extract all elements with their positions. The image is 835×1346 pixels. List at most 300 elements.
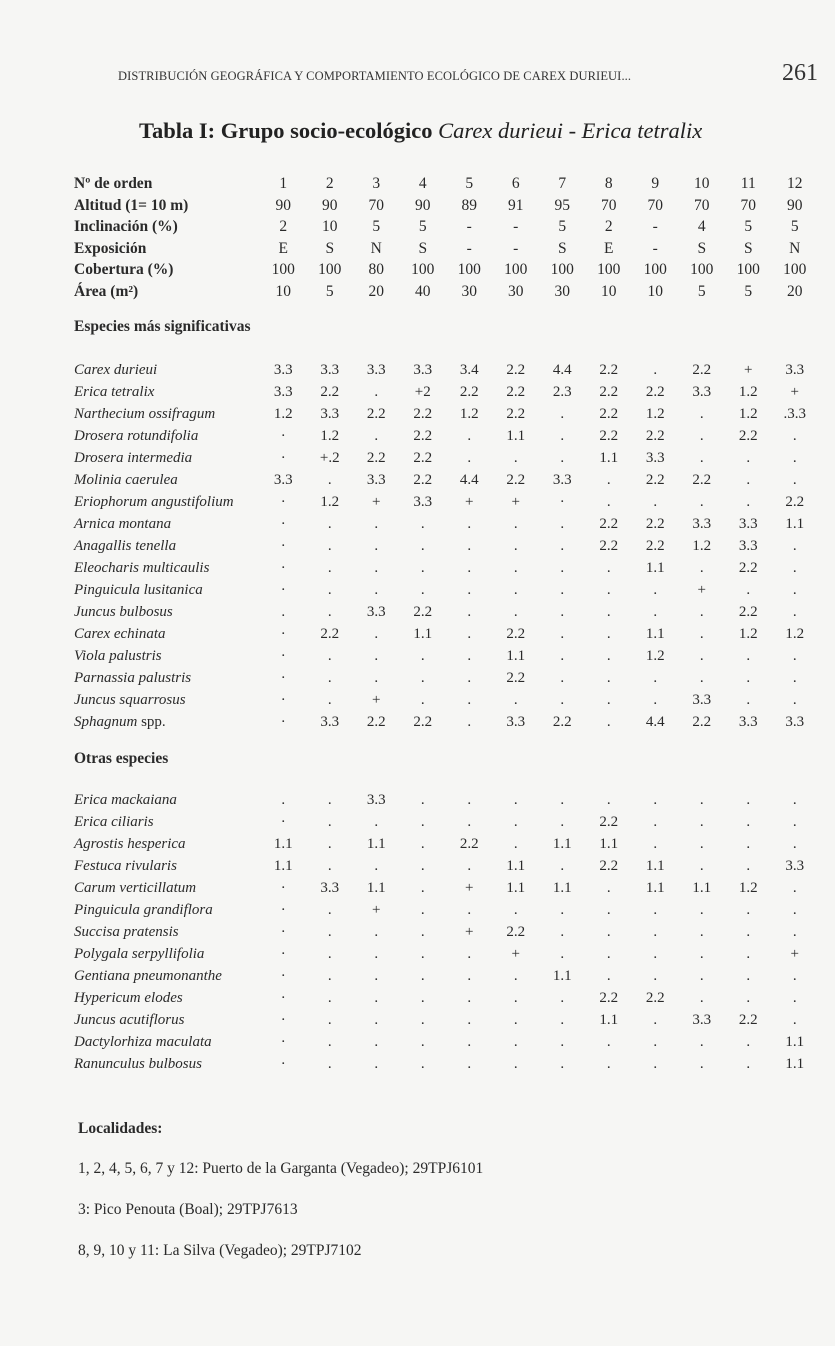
cell-col-5: . <box>467 1056 472 1072</box>
cell-col-4: 4 <box>418 175 427 192</box>
cell-col-11: . <box>746 472 751 488</box>
cell-col-6: 1.1 <box>506 648 526 664</box>
species-name <box>74 858 260 875</box>
cell-col-6: . <box>513 582 518 598</box>
cell-col-2: . <box>327 1056 332 1072</box>
cell-col-2: 2.2 <box>320 384 340 400</box>
cell-col-2: 1.2 <box>320 428 340 444</box>
cell-col-6: 2.2 <box>506 384 526 400</box>
cell-col-6: 2.2 <box>506 924 526 940</box>
cell-col-8: . <box>606 714 611 730</box>
cell-col-11: . <box>746 494 751 510</box>
cell-col-12: 20 <box>787 282 803 300</box>
cell-col-7: 1.1 <box>552 968 572 984</box>
cell-col-11: 5 <box>744 282 753 300</box>
cell-col-2: . <box>327 946 332 962</box>
cell-col-12: 1.2 <box>785 626 805 642</box>
species-row <box>74 990 824 1012</box>
cell-col-11: . <box>746 670 751 686</box>
cell-col-5: 30 <box>461 282 477 300</box>
cell-col-3: N <box>370 239 382 257</box>
cell-col-5: . <box>467 648 472 664</box>
cell-col-6: . <box>513 902 518 918</box>
cell-col-8: 100 <box>597 261 621 278</box>
cell-col-9: . <box>653 1056 658 1072</box>
running-head <box>118 60 818 87</box>
label-text: Gentiana pneumonanthe <box>74 968 222 984</box>
row-label <box>74 283 260 301</box>
cell-col-10: . <box>699 428 704 444</box>
cell-col-11: . <box>746 450 751 466</box>
cell-col-9: . <box>653 494 658 510</box>
cell-col-5: . <box>467 714 472 730</box>
cell-col-10: + <box>697 582 706 598</box>
cell-col-9: . <box>653 1034 658 1050</box>
label-text: Sphagnum <box>74 714 138 730</box>
cell-col-8: . <box>606 582 611 598</box>
cell-col-7: 4.4 <box>552 362 572 378</box>
cell-col-12: . <box>792 670 797 686</box>
cell-col-3: 70 <box>368 196 384 214</box>
cell-col-1: 1.2 <box>273 406 293 422</box>
label-text: Eleocharis multicaulis <box>74 560 210 576</box>
cell-col-1: 1.1 <box>273 836 293 852</box>
label-text: Drosera rotundifolia <box>74 428 199 444</box>
cell-col-1: 90 <box>275 196 291 214</box>
locality-line: 3: Pico Penouta (Boal); 29TPJ7613 <box>78 1201 298 1218</box>
cell-col-5: 4.4 <box>459 472 479 488</box>
cell-col-10: 70 <box>694 196 710 214</box>
cell-col-11: . <box>746 1034 751 1050</box>
cell-col-2: . <box>327 582 332 598</box>
other-species-title: Otras especies <box>74 750 169 767</box>
cell-col-6: . <box>513 990 518 1006</box>
cell-col-12: 12 <box>787 175 803 192</box>
cell-col-8: . <box>606 792 611 808</box>
species-name <box>74 560 260 577</box>
cell-col-2: 2.2 <box>320 626 340 642</box>
species-name <box>74 428 260 445</box>
cell-col-3: . <box>374 516 379 532</box>
cell-col-2: . <box>327 538 332 554</box>
cell-col-5: . <box>467 604 472 620</box>
cell-col-12: . <box>792 968 797 984</box>
species-name <box>74 924 260 941</box>
cell-col-6: 30 <box>508 282 524 300</box>
row-label <box>74 261 260 279</box>
species-row <box>74 516 824 538</box>
species-name <box>74 902 260 919</box>
cell-col-1: . <box>281 792 286 808</box>
cell-col-3: . <box>374 924 379 940</box>
cell-col-12: . <box>792 428 797 444</box>
cell-col-7: 2.2 <box>552 714 572 730</box>
cell-col-2: 3.3 <box>320 406 340 422</box>
cell-col-5: . <box>467 538 472 554</box>
cell-col-11: . <box>746 858 751 874</box>
cell-col-1: 3.3 <box>273 472 293 488</box>
cell-col-6: 2.2 <box>506 472 526 488</box>
cell-col-4: . <box>420 516 425 532</box>
localities-title: Localidades: <box>78 1120 163 1137</box>
cell-col-6: . <box>513 538 518 554</box>
cell-col-1: E <box>278 239 288 257</box>
cell-col-9: 1.1 <box>645 560 665 576</box>
cell-col-8: . <box>606 880 611 896</box>
cell-col-12: N <box>789 239 801 257</box>
species-name <box>74 836 260 853</box>
cell-col-3: + <box>372 902 381 918</box>
cell-col-7: · <box>559 494 565 510</box>
cell-col-7: . <box>560 670 565 686</box>
cell-col-4: . <box>420 560 425 576</box>
cell-col-11: + <box>744 362 753 378</box>
cell-col-5: - <box>466 239 472 257</box>
cell-col-4: 2.2 <box>413 604 433 620</box>
cell-col-2: . <box>327 792 332 808</box>
label-suffix: spp. <box>137 714 166 730</box>
label-text: Cobertura (%) <box>74 261 174 278</box>
cell-col-12: 90 <box>787 196 803 214</box>
species-name <box>74 1012 260 1029</box>
cell-col-2: 1.2 <box>320 494 340 510</box>
cell-col-2: . <box>327 1012 332 1028</box>
cell-col-1: · <box>280 494 286 510</box>
header-row <box>74 175 824 197</box>
cell-col-3: . <box>374 582 379 598</box>
cell-col-7: . <box>560 692 565 708</box>
cell-col-3: 2.2 <box>366 406 386 422</box>
cell-col-8: 8 <box>604 175 613 192</box>
cell-col-5: + <box>465 924 474 940</box>
cell-col-9: . <box>653 692 658 708</box>
cell-col-4: 100 <box>411 261 435 278</box>
species-name <box>74 1034 260 1051</box>
cell-col-3: 5 <box>372 218 381 235</box>
cell-col-12: 1.1 <box>785 516 805 532</box>
cell-col-4: . <box>420 792 425 808</box>
other-species-rows <box>74 792 824 1078</box>
cell-col-4: . <box>420 648 425 664</box>
header-row <box>74 283 824 305</box>
cell-col-10: 2.2 <box>692 362 712 378</box>
cell-col-10: 1.2 <box>692 538 712 554</box>
cell-col-5: 100 <box>457 261 481 278</box>
cell-col-8: . <box>606 472 611 488</box>
cell-col-4: . <box>420 990 425 1006</box>
cell-col-7: . <box>560 814 565 830</box>
cell-col-10: 100 <box>690 261 714 278</box>
cell-col-11: . <box>746 836 751 852</box>
species-name <box>74 880 260 897</box>
cell-col-4: . <box>420 814 425 830</box>
cell-col-12: . <box>792 560 797 576</box>
cell-col-2: . <box>327 604 332 620</box>
cell-col-1: · <box>280 428 286 444</box>
cell-col-10: . <box>699 968 704 984</box>
cell-col-3: 2.2 <box>366 714 386 730</box>
cell-col-5: . <box>467 450 472 466</box>
cell-col-7: . <box>560 792 565 808</box>
cell-col-1: · <box>280 538 286 554</box>
cell-col-6: 3.3 <box>506 714 526 730</box>
cell-col-3: 1.1 <box>366 880 386 896</box>
cell-col-8: 1.1 <box>599 450 619 466</box>
cell-col-7: 1.1 <box>552 880 572 896</box>
cell-col-6: . <box>513 560 518 576</box>
cell-col-2: . <box>327 924 332 940</box>
cell-col-7: 2.3 <box>552 384 572 400</box>
cell-col-11: . <box>746 692 751 708</box>
cell-col-12: . <box>792 648 797 664</box>
species-row <box>74 1012 824 1034</box>
cell-col-12: . <box>792 990 797 1006</box>
cell-col-1: 1 <box>279 175 288 192</box>
cell-col-12: . <box>792 792 797 808</box>
cell-col-4: 3.3 <box>413 362 433 378</box>
cell-col-9: - <box>652 218 658 235</box>
species-row <box>74 814 824 836</box>
cell-col-2: . <box>327 1034 332 1050</box>
cell-col-6: . <box>513 1056 518 1072</box>
cell-col-8: . <box>606 648 611 664</box>
cell-col-11: S <box>743 239 753 257</box>
cell-col-8: 2.2 <box>599 990 619 1006</box>
cell-col-10: 3.3 <box>692 516 712 532</box>
cell-col-3: . <box>374 814 379 830</box>
cell-col-2: . <box>327 858 332 874</box>
cell-col-3: . <box>374 1012 379 1028</box>
species-row <box>74 836 824 858</box>
cell-col-8: . <box>606 670 611 686</box>
cell-col-2: . <box>327 814 332 830</box>
cell-col-10: 4 <box>697 218 706 235</box>
localities <box>78 1120 483 1283</box>
cell-col-7: . <box>560 406 565 422</box>
releve-table <box>74 175 824 1078</box>
species-name <box>74 670 260 687</box>
cell-col-3: . <box>374 1056 379 1072</box>
species-name <box>74 814 260 831</box>
cell-col-10: . <box>699 1056 704 1072</box>
label-text: Pinguicula lusitanica <box>74 582 203 598</box>
species-name <box>74 626 260 643</box>
cell-col-11: . <box>746 902 751 918</box>
species-row <box>74 406 824 428</box>
cell-col-4: . <box>420 858 425 874</box>
cell-col-4: 2.2 <box>413 714 433 730</box>
cell-col-12: . <box>792 450 797 466</box>
species-name <box>74 968 260 985</box>
cell-col-1: . <box>281 604 286 620</box>
cell-col-1: · <box>280 924 286 940</box>
cell-col-2: . <box>327 516 332 532</box>
cell-col-11: . <box>746 924 751 940</box>
cell-col-6: . <box>513 516 518 532</box>
cell-col-10: 3.3 <box>692 384 712 400</box>
cell-col-4: 2.2 <box>413 406 433 422</box>
species-row <box>74 902 824 924</box>
running-title: DISTRIBUCIÓN GEOGRÁFICA Y COMPORTAMIENTO ECOLÓGICO DE CAREX DURIEUI... <box>118 69 632 83</box>
cell-col-8: E <box>604 239 614 257</box>
species-row <box>74 692 824 714</box>
cell-col-9: 1.1 <box>645 858 665 874</box>
species-name <box>74 362 260 379</box>
cell-col-1: · <box>280 880 286 896</box>
cell-col-12: . <box>792 604 797 620</box>
cell-col-3: 20 <box>368 282 384 300</box>
cell-col-12: . <box>792 582 797 598</box>
cell-col-12: + <box>790 384 799 400</box>
cell-col-3: . <box>374 670 379 686</box>
cell-col-1: · <box>280 450 286 466</box>
label-text: Arnica montana <box>74 516 172 532</box>
cell-col-12: .3.3 <box>783 406 806 422</box>
species-row <box>74 428 824 450</box>
cell-col-9: 4.4 <box>645 714 665 730</box>
cell-col-5: . <box>467 692 472 708</box>
species-name <box>74 604 260 621</box>
label-text: Anagallis tenella <box>74 538 177 554</box>
species-row <box>74 792 824 814</box>
cell-col-1: · <box>280 626 286 642</box>
cell-col-10: . <box>699 836 704 852</box>
species-row <box>74 560 824 582</box>
species-name <box>74 384 260 401</box>
cell-col-5: . <box>467 968 472 984</box>
cell-col-8: 2 <box>604 218 613 235</box>
cell-col-9: . <box>653 582 658 598</box>
cell-col-6: + <box>511 494 520 510</box>
cell-col-6: - <box>513 218 519 235</box>
header-row <box>74 261 824 283</box>
cell-col-9: 2.2 <box>645 990 665 1006</box>
cell-col-6: . <box>513 692 518 708</box>
cell-col-1: · <box>280 1034 286 1050</box>
cell-col-6: 2.2 <box>506 670 526 686</box>
cell-col-1: · <box>280 814 286 830</box>
cell-col-7: . <box>560 1056 565 1072</box>
species-row <box>74 582 824 604</box>
cell-col-1: · <box>280 1056 286 1072</box>
cell-col-9: 9 <box>651 175 660 192</box>
label-text: Erica mackaiana <box>74 792 177 808</box>
cell-col-7: . <box>560 990 565 1006</box>
cell-col-1: · <box>280 670 286 686</box>
cell-col-10: . <box>699 858 704 874</box>
cell-col-11: 1.2 <box>738 626 758 642</box>
cell-col-10: . <box>699 814 704 830</box>
cell-col-7: . <box>560 648 565 664</box>
cell-col-8: . <box>606 626 611 642</box>
cell-col-10: . <box>699 450 704 466</box>
label-text: Polygala serpyllifolia <box>74 946 205 962</box>
cell-col-3: . <box>374 946 379 962</box>
cell-col-10: . <box>699 604 704 620</box>
cell-col-10: . <box>699 1034 704 1050</box>
label-text: Inclinación (%) <box>74 218 178 235</box>
cell-col-1: 3.3 <box>273 384 293 400</box>
cell-col-11: . <box>746 1056 751 1072</box>
cell-col-8: 2.2 <box>599 538 619 554</box>
cell-col-7: . <box>560 582 565 598</box>
cell-col-7: 1.1 <box>552 836 572 852</box>
cell-col-12: . <box>792 902 797 918</box>
cell-col-7: . <box>560 604 565 620</box>
cell-col-1: 2 <box>279 218 288 235</box>
cell-col-10: . <box>699 946 704 962</box>
cell-col-6: . <box>513 792 518 808</box>
label-text: Viola palustris <box>74 648 162 664</box>
species-row <box>74 362 824 384</box>
cell-col-8: 1.1 <box>599 836 619 852</box>
cell-col-10: . <box>699 990 704 1006</box>
cell-col-5: . <box>467 670 472 686</box>
cell-col-12: . <box>792 692 797 708</box>
cell-col-7: 7 <box>558 175 567 192</box>
cell-col-5: . <box>467 560 472 576</box>
label-text: Área (m²) <box>74 282 139 300</box>
cell-col-9: . <box>653 946 658 962</box>
cell-col-12: 5 <box>790 218 799 235</box>
species-name <box>74 1056 260 1073</box>
cell-col-10: . <box>699 902 704 918</box>
cell-col-9: 1.1 <box>645 626 665 642</box>
cell-col-1: 100 <box>271 261 295 278</box>
species-name <box>74 406 260 423</box>
cell-col-7: . <box>560 560 565 576</box>
cell-col-2: 3.3 <box>320 362 340 378</box>
cell-col-10: 3.3 <box>692 1012 712 1028</box>
cell-col-9: 3.3 <box>645 450 665 466</box>
cell-col-12: 2.2 <box>785 494 805 510</box>
label-text: Eriophorum angustifolium <box>74 494 234 510</box>
cell-col-1: · <box>280 692 286 708</box>
cell-col-11: 3.3 <box>738 516 758 532</box>
species-row <box>74 924 824 946</box>
cell-col-1: 1.1 <box>273 858 293 874</box>
cell-col-10: . <box>699 648 704 664</box>
cell-col-7: . <box>560 1034 565 1050</box>
cell-col-6: . <box>513 968 518 984</box>
cell-col-5: - <box>466 218 472 235</box>
cell-col-8: . <box>606 1056 611 1072</box>
cell-col-10: . <box>699 792 704 808</box>
cell-col-4: 90 <box>415 196 431 214</box>
cell-col-6: 91 <box>508 196 524 214</box>
cell-col-6: 2.2 <box>506 626 526 642</box>
cell-col-4: 1.1 <box>413 626 433 642</box>
cell-col-2: 90 <box>322 196 338 214</box>
cell-col-10: 1.1 <box>692 880 712 896</box>
cell-col-11: . <box>746 792 751 808</box>
cell-col-12: . <box>792 880 797 896</box>
label-text: Agrostis hesperica <box>74 836 186 852</box>
cell-col-6: . <box>513 836 518 852</box>
cell-col-8: . <box>606 560 611 576</box>
cell-col-9: 2.2 <box>645 428 665 444</box>
cell-col-4: 2.2 <box>413 450 433 466</box>
cell-col-6: . <box>513 604 518 620</box>
cell-col-7: . <box>560 946 565 962</box>
header-rows <box>74 175 824 304</box>
cell-col-8: . <box>606 692 611 708</box>
label-text: Exposición <box>74 239 147 257</box>
cell-col-8: 2.2 <box>599 814 619 830</box>
cell-col-9: . <box>653 362 658 378</box>
cell-col-9: 1.2 <box>645 406 665 422</box>
cell-col-1: · <box>280 714 286 730</box>
